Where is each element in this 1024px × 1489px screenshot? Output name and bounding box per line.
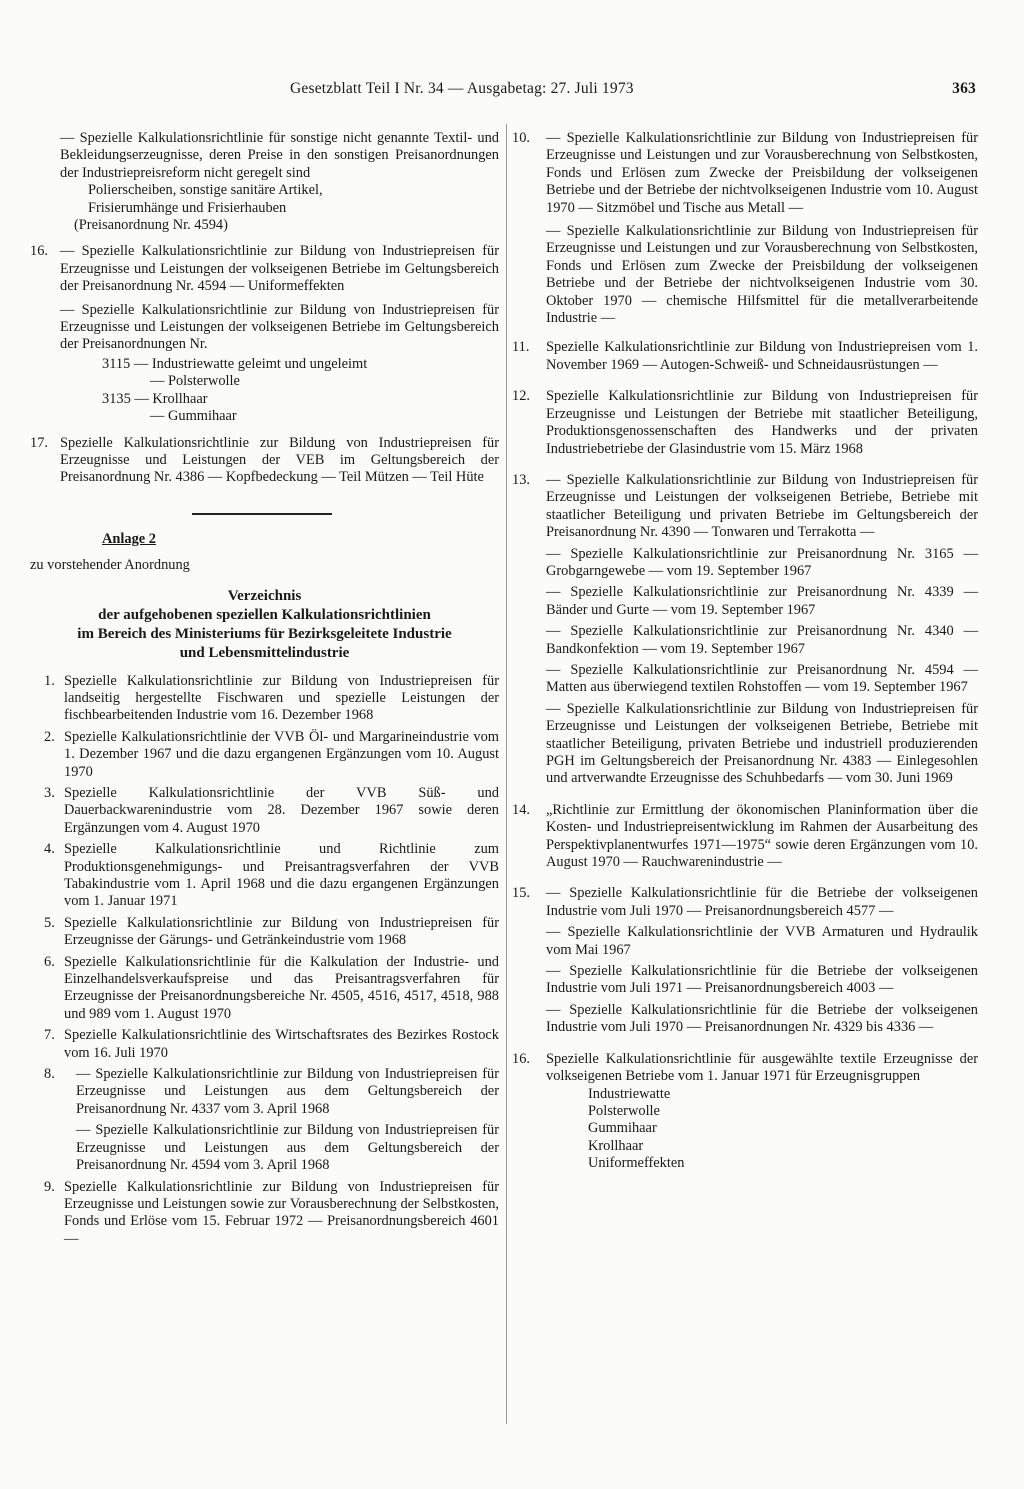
code-line: 3115 — Industriewatte geleimt und ungeleimt [102, 355, 368, 372]
item-text: Spezielle Kalkulationsrichtlinie für ausgewählte textile Erzeugnisse der volkseigenen Betriebe vom 1. Januar 1971 für Erzeugnisgruppen [546, 1050, 978, 1085]
anlage-heading: Anlage 2 [102, 530, 156, 547]
intro-line: Polierscheiben, sonstige sanitäre Artikel, [88, 182, 323, 199]
item-subentry: — Spezielle Kalkulationsrichtlinie zur Bildung von Industriepreisen für Erzeugnisse und Leistungen aus dem Geltungsbereich der Preisanordnung Nr. 4594 vom 3. April 1968 [76, 1122, 499, 1174]
item-number: 1. [44, 672, 55, 689]
product-group: Krollhaar [588, 1137, 644, 1154]
item-number: 17. [30, 434, 48, 451]
intro-line: (Preisanordnung Nr. 4594) [74, 217, 228, 234]
item-number: 3. [44, 784, 55, 801]
item-text: Spezielle Kalkulationsrichtlinie zur Bildung von Industriepreisen vom 1. November 1969 — Autogen-Schweiß- und Schneidausrüstungen — [546, 339, 978, 373]
header-title: Gesetzblatt Teil I Nr. 34 — Ausgabetag: 27. Juli 1973 [290, 80, 634, 97]
list-item [44, 1027, 499, 1062]
item-subentry: — Spezielle Kalkulationsrichtlinie zur Preisanordnung Nr. 3165 — Grobgarngewebe — vom 19. September 1967 [546, 545, 978, 579]
list-item-12 [512, 388, 978, 458]
item-text: Spezielle Kalkulationsrichtlinie zur Bildung von Industriepreisen für landseitig hergestellte Fischwaren und spezielle Leistungen der fischbearbeitenden Industrie vom 16. Dezember 1968 [64, 672, 499, 724]
item-subentry: — Spezielle Kalkulationsrichtlinie für die Betriebe der volkseigenen Industrie vom Juli 1970 — Preisanordnungsbereich 4577 — [546, 885, 978, 919]
item-number: 9. [44, 1178, 55, 1195]
list-item [44, 841, 499, 911]
code-line: — Gummihaar [150, 408, 237, 425]
item-subentry: — Spezielle Kalkulationsrichtlinie zur Bildung von Industriepreisen für Erzeugnisse und Leistungen der volkseigenen Betriebe im Geltungsbereich der Preisanordnung Nr. 4594 — Uniformeffekten [60, 243, 499, 295]
item-number: 13. [512, 471, 530, 488]
verzeichnis-heading [30, 587, 499, 663]
code-line: 3135 — Krollhaar [102, 390, 208, 407]
item-subentry: — Spezielle Kalkulationsrichtlinie zur Bildung von Industriepreisen für Erzeugnisse und Leistungen und zur Vorausberechnung von Selbstkosten, Fonds und Erlösen zum Zwecke der Preisbildung der volkseigenen Betriebe und der Betriebe der nichtvolkseigenen Industrie vom 10. August 1970 — Sitzmöbel und Tische aus Metall — [546, 130, 978, 216]
item-text: Spezielle Kalkulationsrichtlinie zur Bildung von Industriepreisen für Erzeugnisse und Leistungen sowie zur Vorausberechnung der Selbstkosten, Fonds und Erlöse vom 15. Februar 1972 — Preisanordnungsbereich 4601 — [64, 1178, 499, 1247]
item-text: Spezielle Kalkulationsrichtlinie des Wirtschaftsrates des Bezirkes Rostock vom 16. Juli 1970 [64, 1027, 499, 1061]
anlage-subtitle: zu vorstehender Anordnung [30, 557, 190, 574]
heading-line: Verzeichnis [227, 587, 302, 604]
item-subentry: — Spezielle Kalkulationsrichtlinie zur Bildung von Industriepreisen für Erzeugnisse und Leistungen und zur Vorausberechnung von Selbstkosten, Fonds und Erlösen zum Zwecke der Preisbildung der volkseigenen Betriebe und der Betriebe der nichtvolkseigenen Industrie vom 30. Oktober 1970 — chemische Hilfsmittel für die metallverarbeitende Industrie — [546, 223, 978, 327]
left-column [30, 130, 499, 1257]
item-text: Spezielle Kalkulationsrichtlinie für die Kalkulation der Industrie- und Einzelhandelsverkaufspreise und das Preisantragsverfahren für Erzeugnisse der Preisanordnungsbereiche Nr. 4505, 4516, 4517, 4518, 988 und 989 vom 1. August 1970 [64, 953, 499, 1022]
list-item [44, 728, 499, 781]
list-item-14 [512, 802, 978, 872]
item-subentry: — Spezielle Kalkulationsrichtlinie zur Bildung von Industriepreisen für Erzeugnisse und Leistungen der volkseigenen Betriebe im Geltungsbereich der Preisanordnungen Nr. [60, 301, 499, 353]
item-number: 4. [44, 841, 55, 858]
item-subentry: — Spezielle Kalkulationsrichtlinie für die Betriebe der volkseigenen Industrie vom Juli 1971 — Preisanordnungsbereich 4003 — [546, 963, 978, 997]
item-subentry: — Spezielle Kalkulationsrichtlinie zur Bildung von Industriepreisen für Erzeugnisse und Leistungen aus dem Geltungsbereich der Preisanordnung Nr. 4337 vom 3. April 1968 [76, 1066, 499, 1117]
item-text: Spezielle Kalkulationsrichtlinie zur Bildung von Industriepreisen für Erzeugnisse und Leistungen der VEB im Geltungsbereich der Preisanordnung Nr. 4386 — Kopfbedeckung — Teil Mützen — Teil Hüte [60, 434, 499, 486]
list-item-8 [44, 1066, 499, 1174]
product-group: Industriewatte [588, 1085, 671, 1102]
list-item [44, 672, 499, 725]
item-text: Spezielle Kalkulationsrichtlinie und Richtlinie zum Produktionsgenehmigungs- und Preisantragsverfahren der VVB Tabakindustrie vom 1. April 1968 und die dazu ergangenen Ergänzungen vom 1. Januar 1971 [64, 841, 499, 910]
item-number: 15. [512, 885, 530, 902]
page-number: 363 [952, 80, 976, 97]
page-header [290, 80, 976, 104]
item-number: 11. [512, 339, 530, 356]
item-number: 12. [512, 388, 530, 405]
product-group-list [588, 1086, 978, 1173]
item-number: 8. [44, 1066, 55, 1083]
list-item-13 [512, 472, 978, 788]
item-text: Spezielle Kalkulationsrichtlinie der VVB Süß- und Dauerbackwarenindustrie vom 28. Dezember 1967 sowie deren Ergänzungen vom 4. August 1970 [64, 784, 499, 836]
item-number: 10. [512, 130, 530, 146]
item-text: Spezielle Kalkulationsrichtlinie zur Bildung von Industriepreisen für Erzeugnisse und Leistungen der Betriebe mit staatlicher Beteiligung, Produktionsgenossenschaften des Handwerks und der privaten Industriebetriebe der Glasindustrie vom 15. März 1968 [546, 388, 978, 457]
item-text: Spezielle Kalkulationsrichtlinie zur Bildung von Industriepreisen für Erzeugnisse der Gärungs- und Getränkeindustrie vom 1968 [64, 914, 499, 949]
item-subentry: — Spezielle Kalkulationsrichtlinie zur Preisanordnung Nr. 4594 — Matten aus überwiegend textilen Rohstoffen — vom 19. September 1967 [546, 661, 978, 696]
item-subentry: — Spezielle Kalkulationsrichtlinie für die Betriebe der volkseigenen Industrie vom Juli 1970 — Preisanordnungen Nr. 4329 bis 4336 — [546, 1001, 978, 1036]
list-item-10 [512, 130, 978, 327]
intro-lines [74, 182, 499, 234]
intro-text: — Spezielle Kalkulationsrichtlinie für sonstige nicht genannte Textil- und Bekleidungserzeugnisse, deren Preise in den sonstigen Preisanordnungen der Industriepreisreform nicht geregelt sind [60, 130, 499, 181]
item-number: 2. [44, 728, 55, 745]
product-group: Uniformeffekten [588, 1155, 685, 1172]
column-divider [506, 124, 507, 1424]
item-subentry: — Spezielle Kalkulationsrichtlinie der VVB Armaturen und Hydraulik vom Mai 1967 [546, 924, 978, 958]
item-subentry: — Spezielle Kalkulationsrichtlinie zur Preisanordnung Nr. 4339 — Bänder und Gurte — vom 19. September 1967 [546, 584, 978, 618]
list-item-17 [30, 435, 499, 487]
intro-item [30, 130, 499, 234]
intro-line: Frisierumhänge und Frisierhauben [88, 199, 287, 216]
heading-line: im Bereich des Ministeriums für Bezirksgeleitete Industrie [77, 625, 452, 642]
list-item [44, 953, 499, 1024]
item-text: Spezielle Kalkulationsrichtlinie der VVB Öl- und Margarineindustrie vom 1. Dezember 1967 und die dazu ergangenen Ergänzungen vom 10. August 1970 [64, 728, 499, 780]
product-group: Polsterwolle [588, 1102, 660, 1119]
list-item-9 [44, 1178, 499, 1249]
item-subentry: — Spezielle Kalkulationsrichtlinie zur Bildung von Industriepreisen für Erzeugnisse und Leistungen der volkseigenen Betriebe, Betriebe mit staatlicher Beteiligung, privaten Betriebe und industriell produzierenden PGH im Geltungsbereich der Preisanordnung Nr. 4383 — Einlegesohlen und artverwandte Erzeugnisse des Schuhbedarfs — vom 30. Juni 1969 [546, 700, 978, 787]
list-item-15 [512, 885, 978, 1036]
item-subentry: — Spezielle Kalkulationsrichtlinie zur Preisanordnung Nr. 4340 — Bandkonfektion — vom 19. September 1967 [546, 623, 978, 657]
list-item-16 [512, 1051, 978, 1173]
right-column [512, 130, 978, 1182]
code-list [102, 356, 499, 426]
item-subentry: — Spezielle Kalkulationsrichtlinie zur Bildung von Industriepreisen für Erzeugnisse und Leistungen der volkseigenen Betriebe, Betriebe mit staatlicher Beteiligung und privaten Betriebe im Geltungsbereich der Preisanordnung Nr. 4390 — Tonwaren und Terrakotta — [546, 471, 978, 541]
product-group: Gummihaar [588, 1120, 657, 1137]
heading-line: und Lebensmittelindustrie [179, 644, 350, 661]
item-number: 7. [44, 1027, 55, 1044]
section-rule [192, 513, 332, 515]
numbered-list [30, 673, 499, 1249]
list-item [44, 784, 499, 837]
code-line: — Polsterwolle [150, 373, 240, 390]
heading-line: der aufgehobenen speziellen Kalkulationsrichtlinien [98, 606, 431, 623]
item-number: 6. [44, 953, 55, 970]
item-number: 5. [44, 914, 55, 931]
item-number: 16. [30, 243, 48, 260]
list-item-16 [30, 243, 499, 425]
item-text: „Richtlinie zur Ermittlung der ökonomischen Planinformation über die Kosten- und Industriepreisentwicklung im Rahmen der Ausarbeitung des Perspektivplanentwurfes 1971—1975“ sowie deren Ergänzungen vom 10. August 1970 — Rauchwarenindustrie — [546, 801, 978, 871]
list-item [44, 914, 499, 950]
item-number: 14. [512, 801, 530, 818]
list-item-11 [512, 339, 978, 374]
item-number: 16. [512, 1050, 530, 1067]
